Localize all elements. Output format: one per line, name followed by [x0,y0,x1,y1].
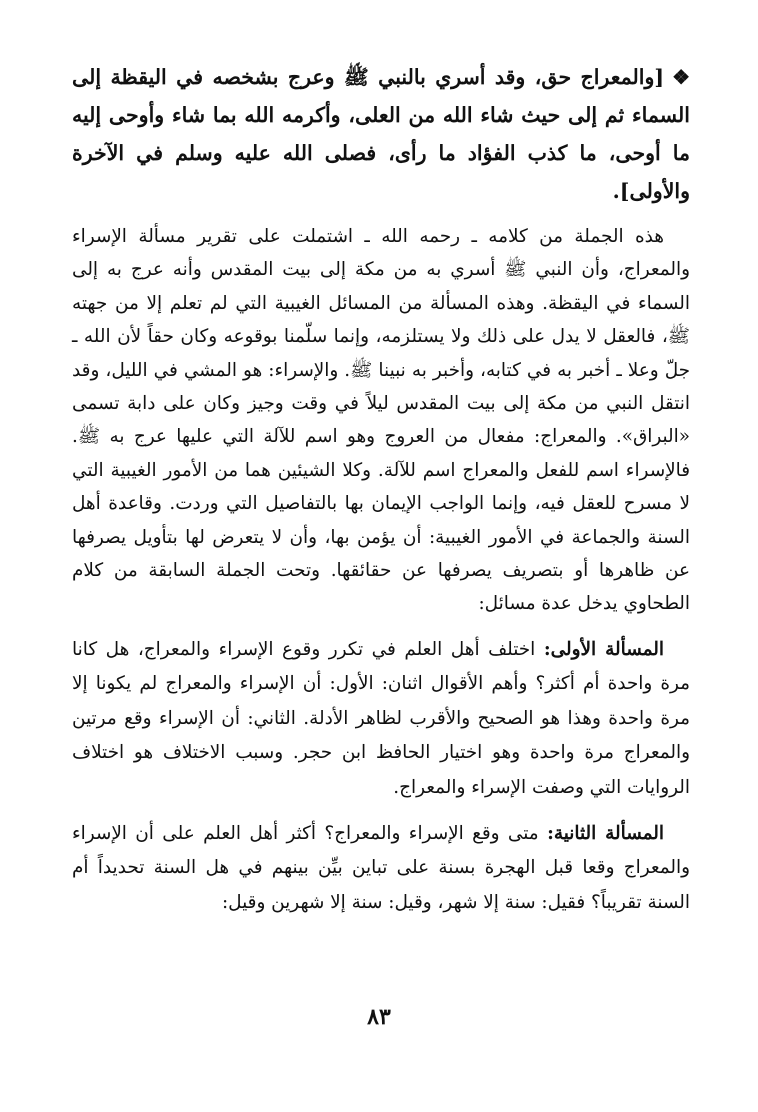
issue-first-heading: المسألة الأولى: [543,638,665,660]
page-body [72,58,690,932]
issue-second [72,817,690,920]
issue-second-text: متى وقع الإسراء والمعراج؟ أكثر أهل العلم على أن الإسراء والمعراج وقعا قبل الهجرة بسنة على تباين بيِّن بينهم في هل السنة تحديداً أم السنة تقريباً؟ فقيل: سنة إلا شهر، وقيل: سنة إلا شهرين وقيل: [72,822,690,913]
matn-text: [والمعراج حق، وقد أسري بالنبي ﷺ وعرج بشخصه في اليقظة إلى السماء ثم إلى حيث شاء الله من العلى، وأكرمه الله بما شاء وأوحى إليه ما أوحى، ما كذب الفؤاد ما رأى، فصلى الله عليه وسلم في الآخرة والأولى]. [72,65,690,203]
issue-first-text: اختلف أهل العلم في تكرر وقوع الإسراء والمعراج، هل كانا مرة واحدة أم أكثر؟ وأهم الأقوال اثنان: الأول: أن الإسراء والمعراج لم يكونا إلا مرة واحدة وهذا هو الصحيح والأقرب لظاهر الأدلة. الثاني: أن الإسراء وقع مرتين والمعراج مرة واحدة وهو اختيار الحافظ ابن حجر. وسبب الاختلاف هو اختلاف الروايات التي وصفت الإسراء والمعراج. [72,638,690,798]
diamond-bullet-icon: ❖ [672,65,690,89]
matn-text-block [72,58,690,210]
issue-first [72,633,690,805]
commentary-paragraph: هذه الجملة من كلامه ـ رحمه الله ـ اشتملت على تقرير مسألة الإسراء والمعراج، وأن النبي ﷺ أسري به من مكة إلى بيت المقدس وأنه عرج به إلى السماء في اليقظة. وهذه المسألة من المسائل الغيبية التي لم تعلم إلا من جهته ﷺ، فالعقل لا يدل على ذلك ولا يستلزمه، وإنما سلّمنا بوقوعه وكان حقاً لأن الله ـ جلّ وعلا ـ أخبر به في كتابه، وأخبر به نبينا ﷺ. والإسراء: هو المشي في الليل، وقد انتقل النبي من مكة إلى بيت المقدس ليلاً في وقت وجيز وكان على دابة تسمى «البراق». والمعراج: مفعال من العروج وهو اسم للآلة التي عليها عرج به ﷺ. فالإسراء اسم للفعل والمعراج اسم للآلة. وكلا الشيئين هما من الأمور الغيبية التي لا مسرح للعقل فيه، وإنما الواجب الإيمان بها بالتفاصيل التي وردت. وقاعدة أهل السنة والجماعة في الأمور الغيبية: أن يؤمن بها، وأن لا يتعرض لها بتأويل يصرفها عن ظاهرها أو بتصريف يصرفها عن حقائقها. وتحت الجملة السابقة من كلام الطحاوي يدخل عدة مسائل: [72,226,690,615]
issue-second-heading: المسألة الثانية: [547,822,665,844]
page-number: ٨٣ [367,1004,391,1030]
